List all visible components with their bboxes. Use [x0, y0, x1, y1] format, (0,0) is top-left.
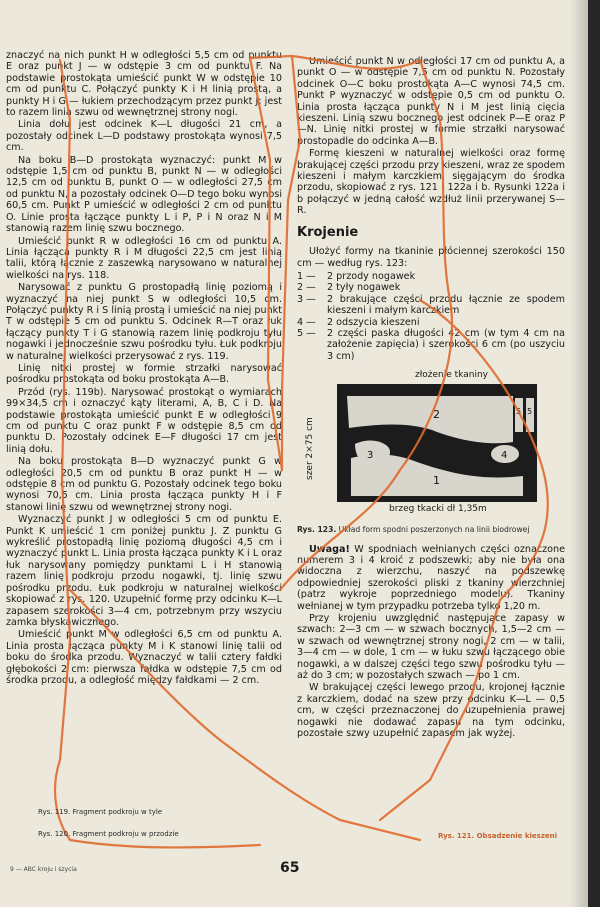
caption-rys-121: Rys. 121. Obsadzenie kieszeni: [438, 832, 558, 840]
warning-label: Uwaga!: [309, 543, 350, 555]
paragraph: Uwaga! W spodniach wełnianych części oznaczone numerem 3 i 4 kroić z podszewki; aby nie była ona widoczna z wierzchu, naszyć na podszewkę odpowiedniej szerokości pliski z tkaniny wierzchniej (patrz wykroje poprzedniego modelu). Tkaniny wełnianej w tym przypadku potrzeba tylko 1,20 m.: [297, 543, 565, 612]
paragraph: Narysować z punktu G prostopadłą linię poziomą i wyznaczyć na niej punkt S w odległości 10,5 cm. Połączyć punkty R i S linią prostą i umieścić na niej punkt T w odstępie 5 cm od punktu S. Odcinek R—T oraz łuk łączący punkty T i G stanowią razem linię podkroju tyłu nogawki i jednocześnie szwu pośrodku tyłu. Łuk podkroju w naturalnej wielkości przerysować z rys. 119.: [6, 282, 282, 362]
paragraph: Linię nitki prostej w formie strzałki narysować pośrodku prostokąta od boku prostokąta A—B.: [6, 362, 282, 386]
cutting-list: [297, 271, 565, 362]
layout-figure: [297, 370, 565, 520]
paragraph: Na boku prostokąta B—D wyznaczyć punkt G w odległości 20,5 cm od punktu B oraz punkt H — w odstępie 8 cm od punktu G. Pozostały odcinek tego boku wynosi 70,5 cm. Linia prosta łącząca punkty H i F stanowi linię szwu od wewnętrznej strony nogi.: [6, 456, 282, 513]
fabric-layout: [337, 384, 537, 502]
fabric-layout-drawing: [337, 384, 537, 502]
paragraph: Linia dołu jest odcinek K—L długości 21 cm, a pozostały odcinek L—D podstawy prostokąta wynosi 7,5 cm.: [6, 119, 282, 154]
list-item: 5 — 2 części paska długości 42 cm (w tym 4 cm na założenie zapięcia) i szerokości 6 cm (po uszyciu 3 cm): [297, 327, 565, 362]
paragraph: Na boku B—D prostokąta wyznaczyć: punkt M w odstępie 1,5 cm od punktu B, punkt N — w odległości 12,5 cm od punktu B, punkt O — w odległości 27,5 cm od punktu N, a pozostały odcinek O—D tego boku wynosi 60,5 cm. Punkt P umieścić w odległości 2 cm od punktu O. Linie prosta łączące punkty L i P, P i N oraz N i M stanowią razem linię szwu bocznego.: [6, 154, 282, 235]
list-item: 2 — 2 tyły nogawek: [297, 282, 401, 294]
piece-2-label: 2: [433, 408, 440, 422]
figure-caption: Rys. 123. Układ form spodni poszerzonych na linii biodrowej: [297, 525, 530, 535]
paragraph: Umieścić punkt R w odległości 16 cm od punktu A. Linia łącząca punkty R i M długości 22,5 cm jest linią talii, którą łącznie z zaszewką narysowano w naturalnej wielkości na rys. 118.: [6, 235, 282, 281]
paragraph: W brakującej części lewego przodu, krojonej łącznie z karczkiem, dodać na szew przy odcinku K—L — 0,5 cm, w części przeznaczonej do uzupełnienia prawej nogawki nie dodawać zapasu na tym odcinku, pozostałe szwy uzupełnić zapasem jak wyżej.: [297, 682, 565, 740]
piece-4-label: 4: [501, 450, 508, 462]
piece-5b-label: 5: [527, 407, 533, 417]
paragraph: Umieścić punkt N w odległości 17 cm od punktu A, a punkt O — w odstępie 7,5 cm od punktu N. Pozostały odcinek O—C boku prostokąta A—C wynosi 74,5 cm. Punkt P wyznaczyć w odstępie 0,5 cm od punktu O. Linia prosta łącząca punkty N i M jest linią cięcia kieszeni. Linią szwu bocznego jest odcinek P—E oraz P—N. Linię nitki prostej w formie strzałki narysować prostopadle do odcinka A—B.: [297, 56, 565, 147]
section-heading: Krojenie: [297, 224, 359, 240]
paragraph: Przód (rys. 119b). Narysować prostokąt o wymiarach 99×34,5 cm i oznaczyć kąty literami, A, B, C i D. Na podstawie prostokąta umieścić punkt E w odległości 9 cm od punktu C oraz punkt F w odstępie 8,5 cm od punktu D. Pozostały odcinek E—F długości 17 cm jest linią dołu.: [6, 386, 282, 455]
page-edge-shadow: [570, 0, 588, 907]
left-text-column: [6, 50, 282, 687]
list-item: 4 — 2 odszycia kieszeni: [297, 316, 420, 328]
book-title-footer: 9 — ABC kroju i szycia: [10, 866, 77, 873]
list-item: 1 — 2 przody nogawek: [297, 270, 416, 282]
paragraph: Umieścić punkt M w odległości 6,5 cm od punktu A. Linia prosta łącząca punkty M i K stanowi linię talii od boku do środka przodu. Wyznaczyć w talii cztery fałdki głębokości 2 cm: pierwsza fałdka w odstępie 7,5 cm od środka przodu, a odległość między fałdkami — 2 cm.: [6, 629, 282, 686]
paragraph: znaczyć na nich punkt H w odległości 5,5 cm od punktu E oraz punkt J — w odstępie 3 cm od punktu F. Na podstawie prostokąta umieścić punkt W w odstępie 10 cm od punktu C. Połączyć punkty K i H linią prostą, a punkty H i G — łukiem przechodzącym przez punkt J; jest to razem linia szwu od wewnętrznej strony nogi.: [6, 50, 282, 119]
book-spine: [588, 0, 600, 907]
paragraph: Przy krojeniu uwzględnić następujące zapasy w szwach: 2—3 cm — w szwach bocznych, 1,5—2 cm — w szwach od wewnętrznej strony nogi, 2 cm — w talii, 3—4 cm — w dole, 1 cm — w łuku szwu łączącego obie nogawki, a w dalszej części tego szwu pośrodku tyłu — aż do 3 cm; w pozostałych szwach — po 1 cm.: [297, 613, 565, 682]
page-number: 65: [280, 860, 300, 876]
right-text-column: [297, 56, 565, 740]
paragraph: Wyznaczyć punkt J w odległości 5 cm od punktu E. Punkt K umieścić 1 cm poniżej punktu J. Z punktu G wykreślić prostopadłą linię poziomą długości 4,5 cm i wyznaczyć punkt L. Linia prosta łącząca punkty K i L oraz łuk narysowany pomiędzy punktami L i H stanowią razem linię podkroju przodu nogawki, tj. linię szwu pośrodku przodu. Łuk podkroju w naturalnej wielkości skopiować z rys. 120. Uzupełnić formę przy odcinku K—L zapasem szerokości 3—4 cm, potrzebnym przy wszyciu zamka błyskawicznego.: [6, 514, 282, 628]
fold-label: złożenie tkaniny: [415, 370, 488, 381]
paragraph: Ułożyć formy na tkaninie płóciennej szerokości 150 cm — według rys. 123:: [297, 246, 565, 269]
list-item: 3 — 2 brakujące części przodu łącznie ze spodem kieszeni i małym karczkiem: [297, 293, 565, 317]
caption-rys-120: Rys. 120. Fragment podkroju w przodzie: [38, 830, 179, 838]
paragraph: Formę kieszeni w naturalnej wielkości oraz formę brakującej części przodu przy kieszeni, wraz ze spodem kieszeni i małym karczkiem, sięgającym do środka przodu, skopiować z rys. 121 i 122a i b. Rysunki 122a i b połączyć w jedną całość wzdłuż linii przerywanej S—R.: [297, 148, 565, 217]
caption-rys-119: Rys. 119. Fragment podkroju w tyle: [38, 808, 163, 816]
piece-3-label: 3: [367, 450, 374, 462]
piece-5a-label: 5: [516, 407, 522, 417]
piece-1-label: 1: [433, 474, 440, 488]
width-label: szer 2×75 cm: [305, 417, 315, 481]
selvage-label: brzeg tkacki dł 1,35m: [389, 504, 487, 515]
